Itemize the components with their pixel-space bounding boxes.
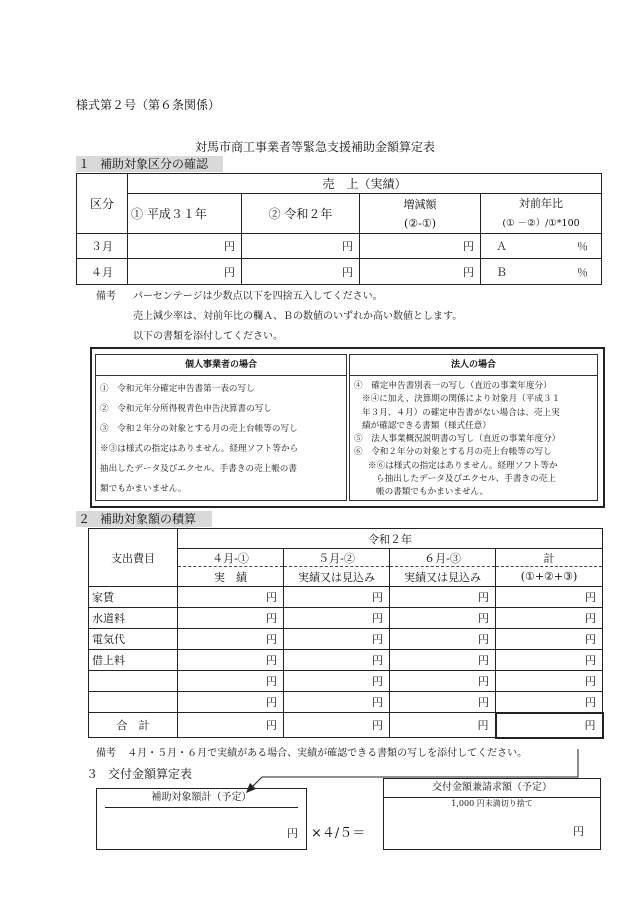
col-r2-header: ② 令和２年	[242, 194, 360, 234]
remark-item: パーセンテージは少数点以下を四捨五入してください。	[133, 291, 383, 302]
table-row	[89, 671, 603, 692]
individual-items	[96, 376, 346, 501]
list-item: ② 令和元年分所得税青色申告決算書の写し	[100, 404, 272, 414]
sales-check-table	[76, 173, 602, 285]
remark-item: 以下の書類を添付してください。	[133, 331, 283, 342]
april-yen-cell[interactable]: 円	[178, 608, 284, 629]
list-item: ら抽出したデータ及びエクセル、手書きの売上	[376, 474, 556, 485]
table-row	[89, 608, 603, 629]
april-yen-cell[interactable]: 円	[178, 629, 284, 650]
change-yen-cell[interactable]: 円	[360, 259, 481, 285]
section3-heading	[84, 766, 210, 782]
table-row	[89, 692, 603, 713]
expense-label[interactable]	[89, 671, 178, 692]
expense-label: 家賃	[89, 587, 178, 608]
grand-total-cell[interactable]: 円	[496, 713, 603, 738]
individual-panel	[95, 354, 347, 501]
grant-amount-yen[interactable]: 円	[573, 825, 584, 838]
list-item: 年３月、４月）の確定申告書がない場合は、売上実	[362, 407, 560, 418]
total-yen-cell[interactable]: 円	[496, 608, 603, 629]
subsidy-base-title: 補助対象額計（予定）	[105, 789, 298, 808]
col-june-header: ６月-③	[390, 549, 496, 567]
expense-label: 電気代	[89, 629, 178, 650]
expense-label: 借上料	[89, 650, 178, 671]
sub-sum-header: (①+②+③)	[496, 567, 603, 587]
list-item: 績が確認できる書類（様式任意）	[362, 420, 491, 431]
list-item: 類でもかまいません。	[100, 484, 187, 494]
col-ratio-header: 対前年比 (① －②）/①*100	[481, 194, 602, 234]
total-yen-cell[interactable]: 円	[496, 671, 603, 692]
may-yen-cell[interactable]: 円	[284, 692, 390, 713]
may-yen-cell[interactable]: 円	[284, 671, 390, 692]
table-row-march	[77, 234, 602, 259]
attachments-box	[90, 347, 605, 508]
list-item: 帳の書類でもかまいません。	[376, 487, 489, 498]
april-yen-cell[interactable]: 円	[178, 692, 284, 713]
list-item: ④ 確定申告書別表一の写し（直近の事業年度分）	[354, 381, 552, 391]
list-item: ※③は様式の指定はありません。経理ソフト等から	[100, 444, 299, 454]
list-item: ⑤ 法人事業概況説明書の写し（直近の事業年度分）	[354, 434, 561, 445]
col-h31-header: ① 平成３１年	[128, 194, 242, 234]
table-row-april	[77, 259, 602, 285]
section3-title: 交付金額算定表	[108, 767, 193, 781]
category-header: 区分	[77, 174, 128, 234]
list-item: 抽出したデータ及びエクセル、手書きの売上帳の書	[100, 464, 297, 474]
total-yen-cell[interactable]: 円	[496, 650, 603, 671]
section1-title: 補助対象区分の確認	[100, 157, 209, 171]
april-yen-cell[interactable]: 円	[178, 650, 284, 671]
rounding-note: 1,000 円未満切り捨て	[451, 799, 533, 808]
list-item: ③ 令和２年分の対象とする月の売上台帳等の写し	[100, 424, 298, 434]
total-label: 合 計	[89, 713, 178, 738]
subsidy-base-yen[interactable]: 円	[287, 827, 298, 840]
table-row	[89, 587, 603, 608]
expense-table	[88, 528, 604, 739]
may-yen-cell[interactable]: 円	[284, 650, 390, 671]
r2-yen-cell[interactable]: 円	[242, 259, 360, 285]
ratio-cell[interactable]: Ａ ％	[481, 234, 602, 259]
june-yen-cell[interactable]: 円	[390, 629, 496, 650]
june-total-cell[interactable]: 円	[390, 713, 496, 738]
h31-yen-cell[interactable]: 円	[128, 259, 242, 285]
document-title: 対馬市商工事業者等緊急支援補助金額算定表	[194, 140, 435, 154]
remarks-list	[133, 287, 603, 347]
total-yen-cell[interactable]: 円	[496, 692, 603, 713]
may-yen-cell[interactable]: 円	[284, 608, 390, 629]
change-yen-cell[interactable]: 円	[360, 234, 481, 259]
col-total-header: 計	[496, 549, 603, 567]
june-yen-cell[interactable]: 円	[390, 608, 496, 629]
section1-number: １	[78, 157, 91, 171]
table-row	[89, 650, 603, 671]
expense-item-header: 支出費目	[89, 529, 178, 587]
remark-text: ４月・５月・６月で実績がある場合、実績が確認できる書類の写しを添付してください。	[127, 748, 528, 759]
may-total-cell[interactable]: 円	[284, 713, 390, 738]
form-number: 様式第２号（第６条関係）	[76, 98, 221, 112]
col-change-header: 増減額 (②-①)	[360, 194, 481, 234]
total-yen-cell[interactable]: 円	[496, 629, 603, 650]
col-may-header: ５月-②	[284, 549, 390, 567]
month-label: ４月	[77, 259, 128, 285]
june-yen-cell[interactable]: 円	[390, 692, 496, 713]
subsidy-base-box	[96, 788, 307, 850]
sub-estimate-header: 実績又は見込み	[284, 567, 390, 587]
table-row	[89, 629, 603, 650]
total-row	[89, 713, 603, 738]
section1-heading	[76, 156, 223, 172]
remarks-label: 備考	[96, 748, 116, 759]
sub-actual-header: 実 績	[178, 567, 284, 587]
june-yen-cell[interactable]: 円	[390, 587, 496, 608]
sales-header: 売 上（実績）	[128, 174, 602, 194]
list-item: ⑥ 令和２年分の対象とする月の売上台帳等の写し	[354, 447, 552, 458]
corporation-panel	[349, 354, 598, 501]
june-yen-cell[interactable]: 円	[390, 650, 496, 671]
expense-label: 水道料	[89, 608, 178, 629]
section2-heading	[76, 511, 212, 527]
remarks-label: 備考	[96, 291, 116, 302]
section2-number: ２	[78, 512, 91, 526]
ratio-cell[interactable]: Ｂ ％	[481, 259, 602, 285]
total-yen-cell[interactable]: 円	[496, 587, 603, 608]
section2-title: 補助対象額の積算	[100, 512, 197, 526]
section3-number: ３	[86, 767, 99, 781]
april-yen-cell[interactable]: 円	[178, 587, 284, 608]
col-april-header: ４月-①	[178, 549, 284, 567]
corporation-items	[350, 376, 597, 502]
year-header: 令和２年	[178, 529, 603, 549]
expense-label[interactable]	[89, 692, 178, 713]
remark-item: 売上減少率は、対前年比の欄Ａ、Ｂの数値のいずれか高い数値とします。	[133, 311, 463, 322]
individual-heading: 個人事業者の場合	[96, 355, 346, 376]
list-item: ① 令和元年分確定申告書第一表の写し	[100, 384, 255, 394]
r2-yen-cell[interactable]: 円	[242, 234, 360, 259]
april-total-cell[interactable]: 円	[178, 713, 284, 738]
grant-amount-title: 交付金額兼請求額（予定）	[384, 779, 600, 798]
month-label: ３月	[77, 234, 128, 259]
h31-yen-cell[interactable]: 円	[128, 234, 242, 259]
may-yen-cell[interactable]: 円	[284, 629, 390, 650]
list-item: ※④に加え、決算期の関係により対象月（平成３１	[362, 394, 561, 405]
grant-amount-box	[383, 778, 601, 850]
june-yen-cell[interactable]: 円	[390, 671, 496, 692]
list-item: ※⑥は様式の指定はありません。経理ソフト等か	[368, 460, 558, 471]
corporation-heading: 法人の場合	[350, 355, 597, 376]
sub-estimate-header: 実績又は見込み	[390, 567, 496, 587]
formula-text: ×４/５＝	[311, 826, 366, 841]
may-yen-cell[interactable]: 円	[284, 587, 390, 608]
april-yen-cell[interactable]: 円	[178, 671, 284, 692]
